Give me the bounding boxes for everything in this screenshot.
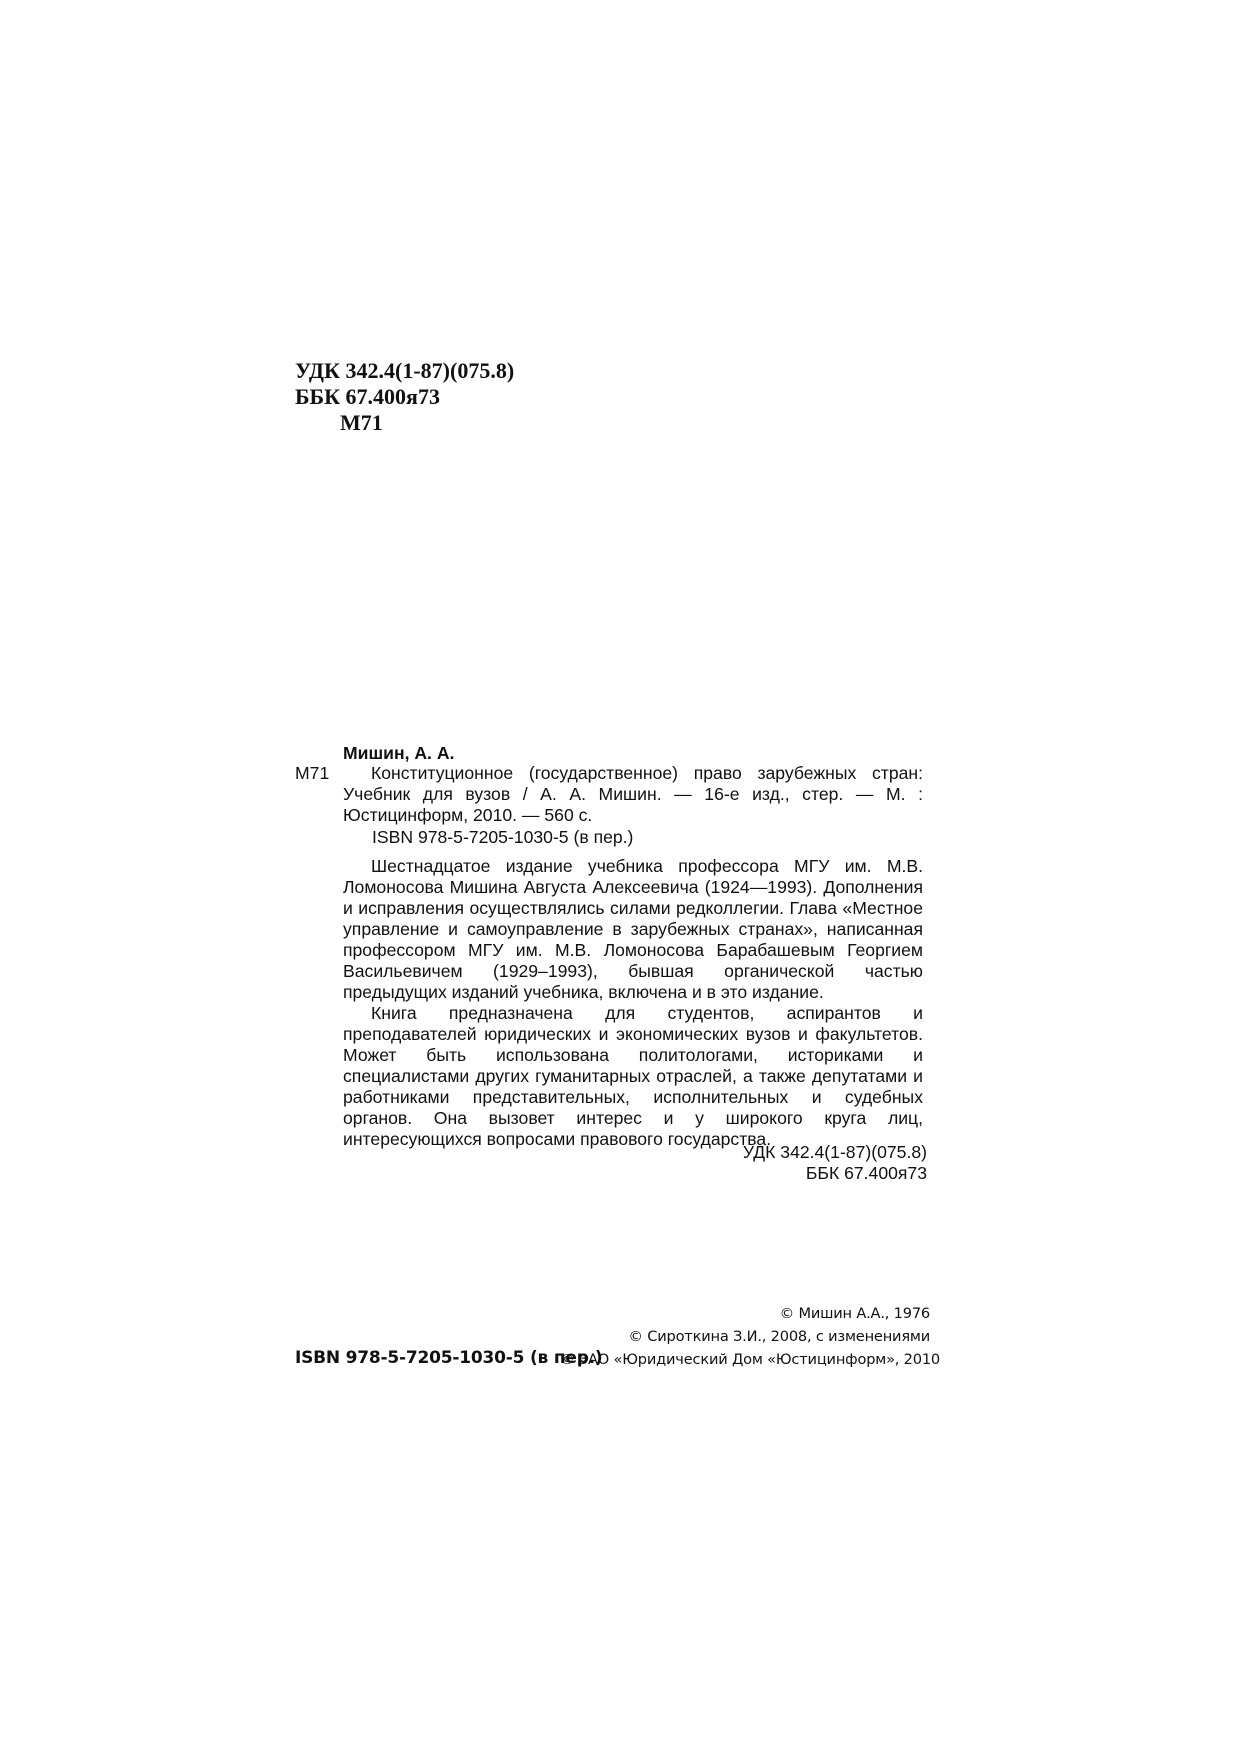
isbn-record: ISBN 978-5-7205-1030-5 (в пер.) (372, 827, 634, 847)
udk-code: УДК 342.4(1-87)(075.8) (295, 358, 515, 383)
copyright-block (560, 1302, 941, 1371)
author-sign: М71 (340, 410, 383, 435)
udk-record: УДК 342.4(1-87)(075.8) (742, 1142, 927, 1162)
bbk-record: ББК 67.400я73 (805, 1163, 927, 1183)
footer-isbn: ISBN 978-5-7205-1030-5 (в пер.) (295, 1348, 603, 1368)
author-sign-record: М71 (295, 763, 330, 783)
annotation-paragraph: Книга предназначена для студентов, аспирантов и преподавателей юридических и экономических вузов и факультетов. Может быть использована политологами, историками и специалистами других гуманитарных отраслей, а также депутатами и работниками представительных, исполнительных и судебных органов. Она вызовет интерес и у широкого круга лиц, интересующихся вопросами правового государства. (343, 1003, 923, 1149)
author-name: Мишин, А. А. (343, 743, 455, 763)
classification-record (640, 1142, 927, 1184)
copyright-line: © Сироткина З.И., 2008, с изменениями (628, 1328, 930, 1345)
bbk-code: ББК 67.400я73 (295, 384, 440, 409)
annotation (343, 856, 923, 1150)
copyright-line: © Мишин А.А., 1976 (779, 1305, 930, 1322)
classification-block (295, 358, 514, 436)
copyright-line: © ЗАО «Юридический Дом «Юстицинформ», 2010 (560, 1351, 941, 1368)
annotation-paragraph: Шестнадцатое издание учебника профессора МГУ им. М.В. Ломоносова Мишина Августа Алексеевича (1924—1993). Дополнения и исправления осуществлялись силами редколлегии. Глава «Местное управление и самоуправление в зарубежных странах», написанная профессором МГУ им. М.В. Ломоносова Барабашевым Георгием Васильевичем (1929–1993), бывшая органической частью предыдущих изданий учебника, включена и в это издание. (343, 856, 923, 1002)
bibliographic-entry: Конституционное (государственное) право зарубежных стран: Учебник для вузов / А. А. Мишин. — 16-е изд., стер. — М. : Юстицинформ, 2010. — 560 с. (343, 763, 923, 825)
